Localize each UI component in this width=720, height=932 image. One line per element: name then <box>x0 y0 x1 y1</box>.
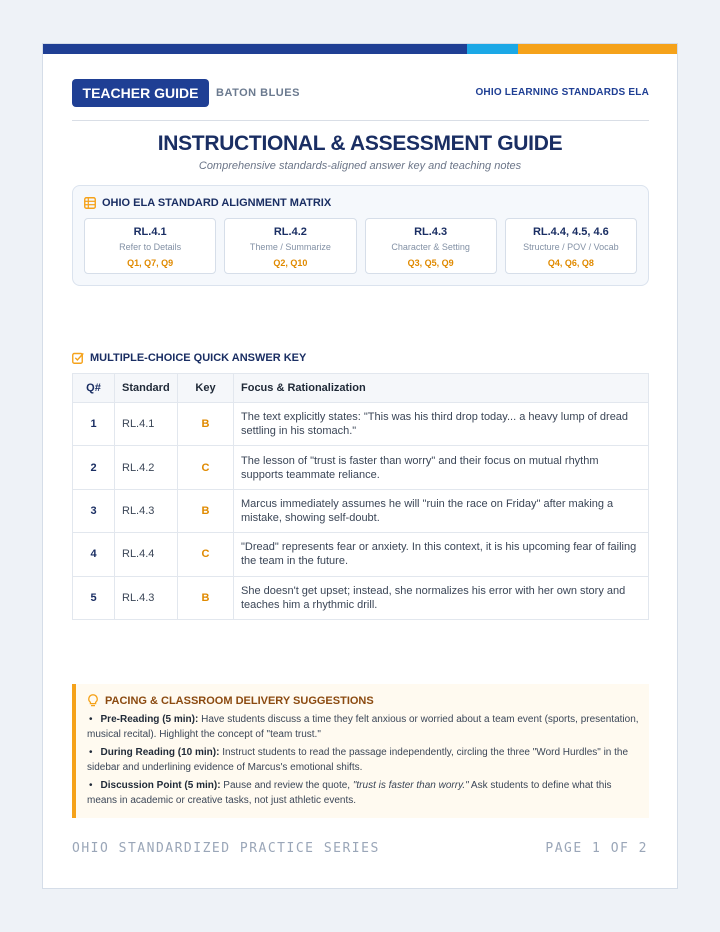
question-number: 3 <box>73 489 115 532</box>
worksheet-page <box>42 43 678 889</box>
rationale: "Dread" represents fear or anxiety. In this context, it is his upcoming fear of failing the team in the future. <box>234 533 649 576</box>
pacing-label: Pre-Reading (5 min): <box>100 714 199 725</box>
standard-code: RL.4.2 <box>273 226 307 238</box>
column-header: Key <box>178 374 234 403</box>
column-header: Q# <box>73 374 115 403</box>
standard-questions: Q3, Q5, Q9 <box>407 258 454 268</box>
table-row <box>73 403 649 446</box>
standard-questions: Q4, Q6, Q8 <box>547 258 594 268</box>
column-header: Standard <box>115 374 178 403</box>
pacing-text: Instruct students to read the passage independently, circling the three "Word Hurdles" in the sidebar and underlining evidence of Marcus's emotional shifts. <box>87 747 629 773</box>
rationale: The lesson of "trust is faster than worry" and their focus on mutual rhythm supports teammate reliance. <box>234 446 649 489</box>
standards-label: OHIO LEARNING STANDARDS ELA <box>475 87 649 98</box>
question-number: 4 <box>73 533 115 576</box>
answer-key-heading: MULTIPLE-CHOICE QUICK ANSWER KEY <box>72 352 306 364</box>
standard-description: Theme / Summarize <box>249 242 331 252</box>
page-number: PAGE 1 OF 2 <box>545 841 648 856</box>
standard-description: Character & Setting <box>391 242 470 252</box>
rationale: Marcus immediately assumes he will "ruin the race on Friday" after making a mistake, showing self-doubt. <box>234 489 649 532</box>
pacing-label: During Reading (10 min): <box>100 747 220 758</box>
question-number: 5 <box>73 576 115 619</box>
standard-description: Refer to Details <box>119 242 182 252</box>
standard-card <box>84 218 216 274</box>
column-header: Focus & Rationalization <box>234 374 649 403</box>
standard-description: Structure / POV / Vocab <box>523 242 619 252</box>
grid-icon <box>84 197 96 209</box>
answer-key-table <box>72 373 649 620</box>
pacing-suggestions <box>72 684 649 818</box>
answer-key: C <box>178 446 234 489</box>
list-item <box>87 712 639 742</box>
standard-card <box>505 218 637 274</box>
lightbulb-icon <box>87 694 99 707</box>
question-standard: RL.4.1 <box>115 403 178 446</box>
standard-card <box>365 218 497 274</box>
list-item <box>87 778 639 808</box>
rationale: She doesn't get upset; instead, she normalizes his error with her own story and teaches him a rhythmic drill. <box>234 576 649 619</box>
pacing-label: Discussion Point (5 min): <box>100 780 221 791</box>
page-title: INSTRUCTIONAL & ASSESSMENT GUIDE <box>157 132 563 155</box>
standard-questions: Q1, Q7, Q9 <box>127 258 174 268</box>
standard-alignment-matrix <box>72 185 649 286</box>
standard-code: RL.4.1 <box>133 226 167 238</box>
question-number: 1 <box>73 403 115 446</box>
table-row <box>73 489 649 532</box>
standard-questions: Q2, Q10 <box>273 258 308 268</box>
page-header <box>72 79 649 121</box>
question-standard: RL.4.4 <box>115 533 178 576</box>
question-standard: RL.4.3 <box>115 489 178 532</box>
table-header-row <box>73 374 649 403</box>
table-row <box>73 446 649 489</box>
standard-code: RL.4.4, 4.5, 4.6 <box>532 226 609 238</box>
story-title: BATON BLUES <box>216 87 300 99</box>
question-standard: RL.4.2 <box>115 446 178 489</box>
series-name: OHIO STANDARDIZED PRACTICE SERIES <box>72 841 380 856</box>
table-row <box>73 533 649 576</box>
checkbox-icon <box>72 352 84 364</box>
question-number: 2 <box>73 446 115 489</box>
standard-card <box>224 218 356 274</box>
answer-key: C <box>178 533 234 576</box>
pacing-quote: "trust is faster than worry." <box>352 780 469 791</box>
list-item <box>87 745 639 775</box>
pacing-text: Pause and review the quote, <box>220 780 353 791</box>
table-row <box>73 576 649 619</box>
pacing-heading: PACING & CLASSROOM DELIVERY SUGGESTIONS <box>87 694 374 707</box>
pacing-text-after: Ask students to define what this means in academic or creative tasks, not just athletic events. <box>87 780 612 806</box>
color-stripe <box>43 44 677 54</box>
question-standard: RL.4.3 <box>115 576 178 619</box>
pacing-text: Have students discuss a time they felt anxious or worried about a team event (sports, presentation, musical recital). Highlight the concept of "team trust." <box>87 714 639 740</box>
answer-key: B <box>178 576 234 619</box>
page-subtitle: Comprehensive standards-aligned answer key and teaching notes <box>198 160 522 172</box>
answer-key: B <box>178 403 234 446</box>
answer-key: B <box>178 489 234 532</box>
rationale: The text explicitly states: "This was his third drop today... a heavy lump of dread settling in his stomach." <box>234 403 649 446</box>
teacher-guide-badge: TEACHER GUIDE <box>72 79 209 107</box>
page-footer <box>72 841 648 856</box>
matrix-heading: OHIO ELA STANDARD ALIGNMENT MATRIX <box>84 197 331 209</box>
standard-code: RL.4.3 <box>414 226 448 238</box>
